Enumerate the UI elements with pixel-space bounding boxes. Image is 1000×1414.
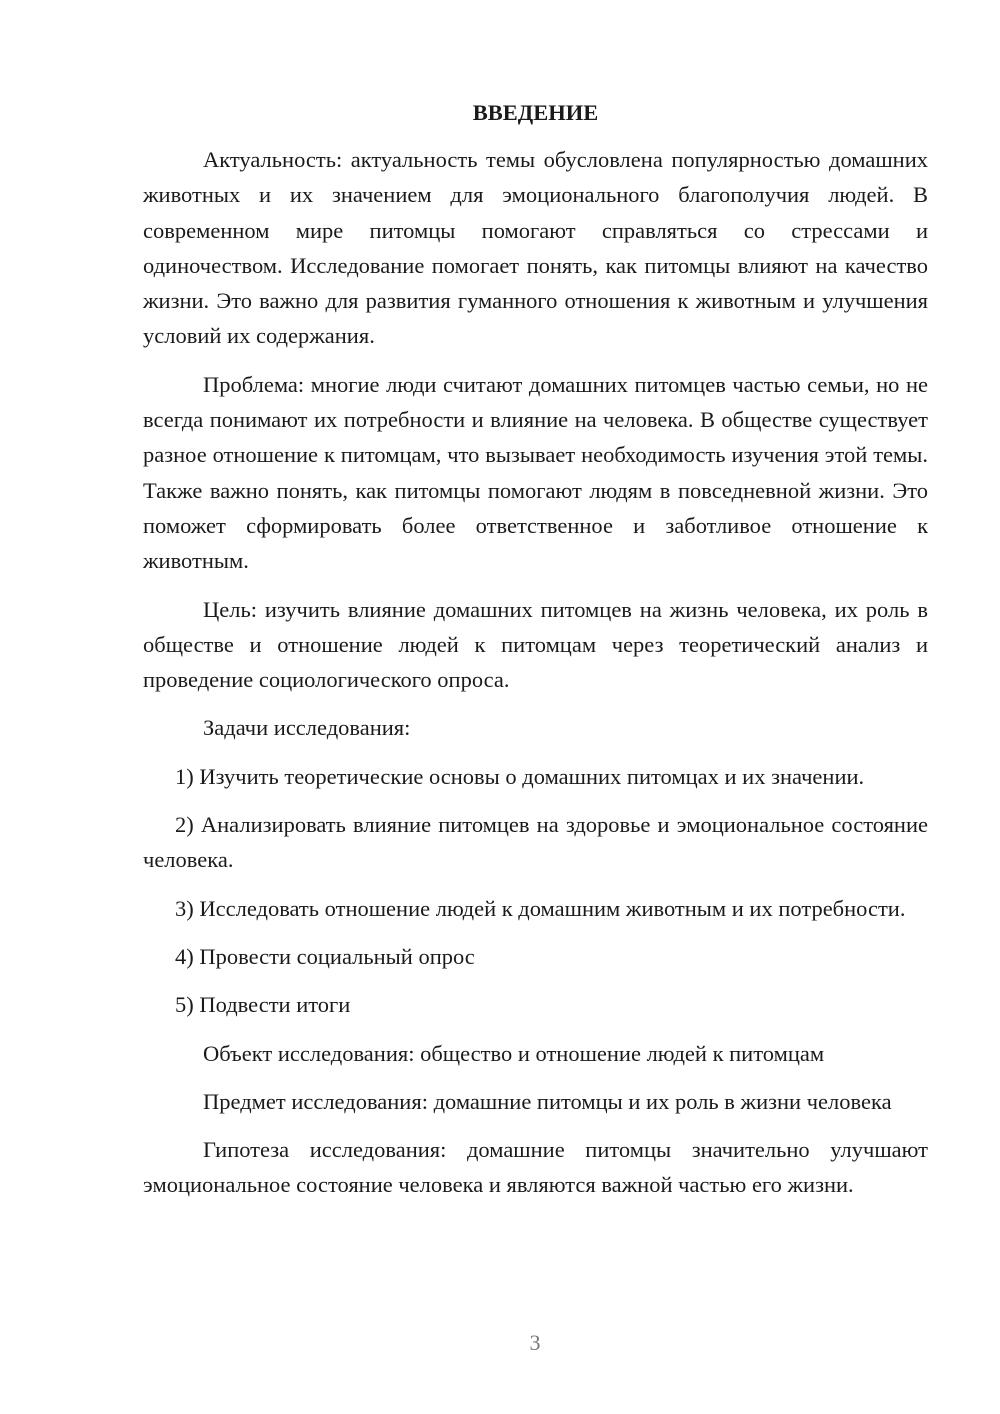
page-number: 3 xyxy=(529,1330,541,1355)
tasks-heading: Задачи исследования: xyxy=(203,715,411,741)
research-object: Объект исследования: общество и отношение людей к питомцам xyxy=(203,1040,825,1066)
task-item-3: 3) Исследовать отношение людей к домашним животным и их потребности. xyxy=(175,895,906,921)
research-subject: Предмет исследования: домашние питомцы и их роль в жизни человека xyxy=(203,1088,892,1114)
goal-paragraph: Цель: изучить влияние домашних питомцев на жизнь человека, их роль в обществе и отношение людей к питомцам через теоретический анализ и проведение социологического опроса. xyxy=(143,596,928,693)
research-hypothesis: Гипотеза исследования: домашние питомцы значительно улучшают эмоциональное состояние человека и являются важной частью его жизни. xyxy=(143,1137,928,1198)
task-item-5: 5) Подвести итоги xyxy=(175,992,351,1018)
task-item-1: 1) Изучить теоретические основы о домашних питомцах и их значении. xyxy=(175,763,865,789)
relevance-paragraph: Актуальность: актуальность темы обусловлена популярностью домашних животных и их значением для эмоционального благополучия людей. В современном мире питомцы помогают справляться со стрессами и одиночеством. Исследование помогает понять, как питомцы влияют на качество жизни. Это важно для развития гуманного отношения к животным и улучшения условий их содержания. xyxy=(143,147,928,349)
page-content xyxy=(143,95,928,1216)
task-item-4: 4) Провести социальный опрос xyxy=(175,943,475,969)
task-item-2: 2) Анализировать влияние питомцев на здоровье и эмоциональное состояние человека. xyxy=(143,812,928,873)
section-title: ВВЕДЕНИЕ xyxy=(472,100,599,125)
problem-paragraph: Проблема: многие люди считают домашних питомцев частью семьи, но не всегда понимают их потребности и влияние на человека. В обществе существует разное отношение к питомцам, что вызывает необходимость изучения этой темы. Также важно понять, как питомцы помогают людям в повседневной жизни. Это поможет сформировать более ответственное и заботливое отношение к животным. xyxy=(143,371,928,574)
